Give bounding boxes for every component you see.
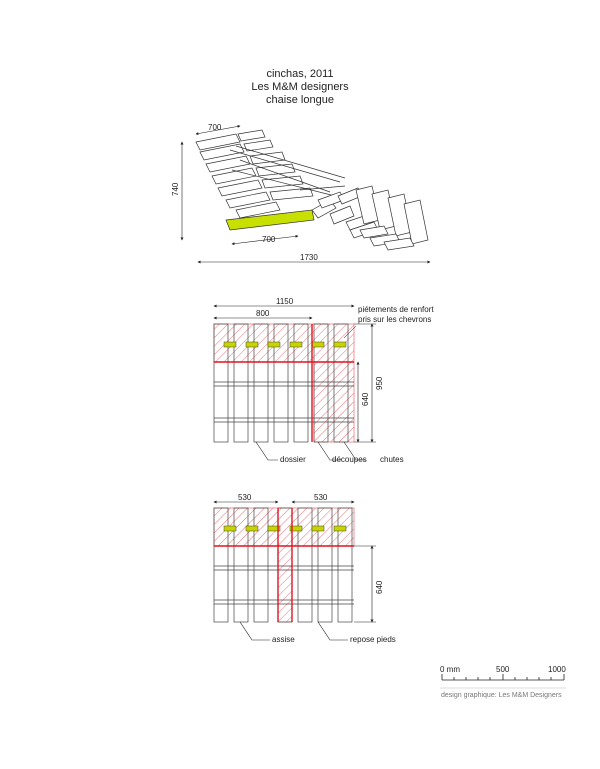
pallet-dossier (214, 324, 354, 442)
label-chutes: chutes (380, 455, 404, 464)
dim-assise-height: 640 (375, 580, 384, 594)
label-dossier: dossier (280, 455, 306, 464)
dim-dossier-height: 950 (375, 376, 384, 390)
seat-slats (312, 186, 428, 250)
backrest-slats (196, 130, 313, 218)
label-assise: assise (272, 635, 295, 644)
dim-assise-right: 530 (314, 493, 328, 502)
scale-bar (442, 674, 564, 680)
title-line-2: Les M&M designers (251, 81, 349, 93)
dim-top-width: 700 (208, 123, 222, 132)
note-renfort-line-2: pris sur les chevrons (358, 315, 432, 324)
dim-dossier-sub-height: 640 (361, 392, 370, 406)
credit-text: design graphique: Les M&M Designers (441, 692, 562, 699)
dim-side-height: 740 (171, 182, 180, 196)
scale-label-0: 0 mm (440, 665, 460, 674)
scale-label-1000: 1000 (548, 665, 566, 674)
dim-assise-left: 530 (238, 493, 252, 502)
dim-bottom-inner: 700 (262, 235, 276, 244)
title-line-1: cinchas, 2011 (266, 68, 334, 80)
label-decoupes: découpes (332, 455, 367, 464)
label-repose-pieds: repose pieds (350, 635, 396, 644)
dim-dossier-width: 1150 (276, 297, 294, 306)
side-view-drawing (196, 130, 428, 250)
dim-dossier-inner: 800 (256, 309, 270, 318)
dim-total-length: 1730 (300, 253, 318, 262)
scale-label-500: 500 (496, 665, 510, 674)
hatched-assise-center (278, 546, 292, 622)
note-renfort-line-1: piétements de renfort (358, 305, 434, 314)
pallet-assise (214, 508, 354, 622)
title-line-3: chaise longue (266, 94, 334, 106)
